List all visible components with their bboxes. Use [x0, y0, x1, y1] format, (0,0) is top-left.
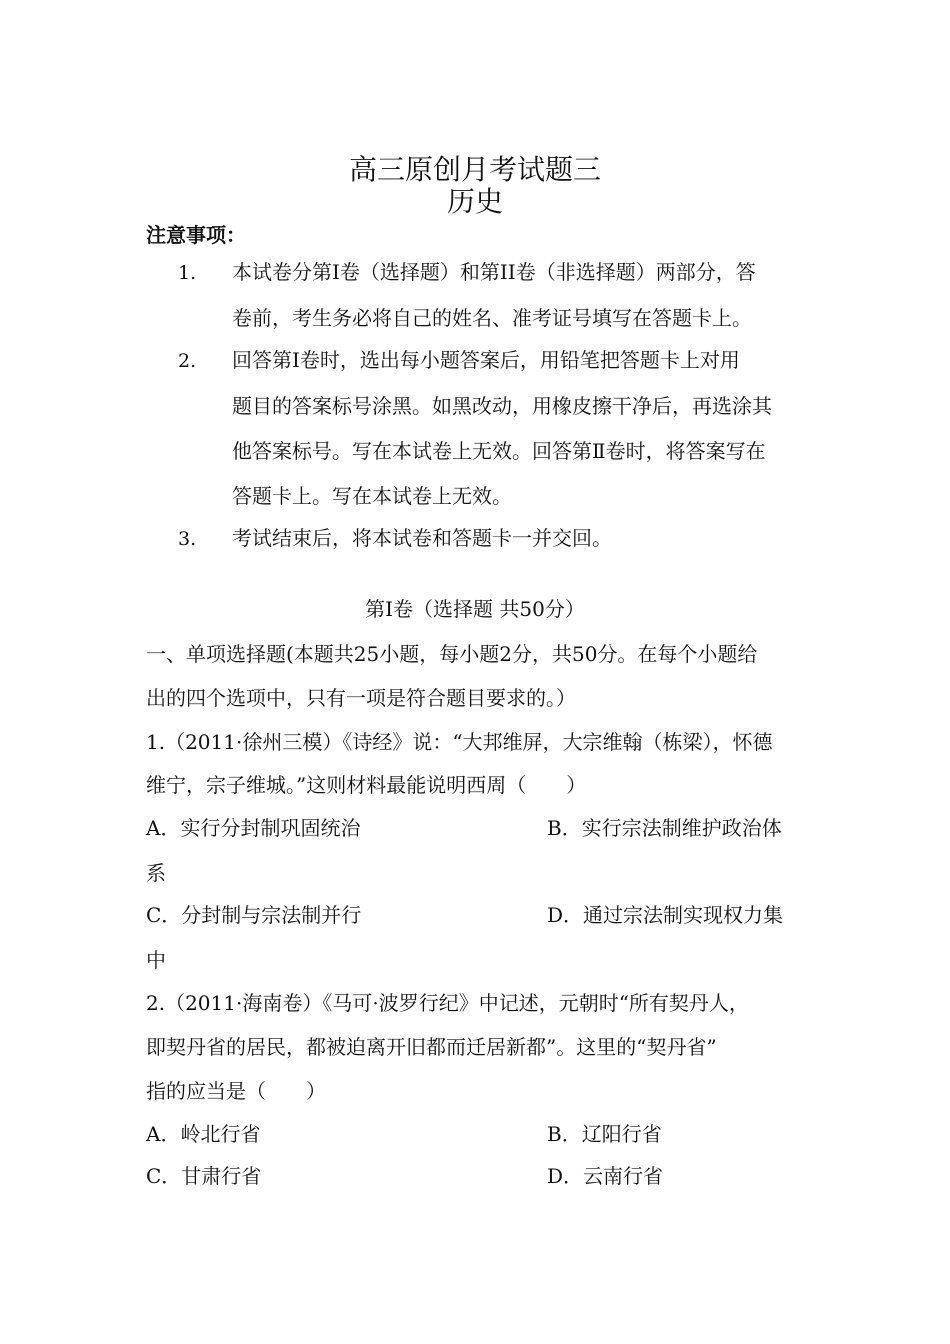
option-a: A．实行分封制巩固统治 [146, 816, 361, 840]
notice-item-line: 本试卷分第Ⅰ卷（选择题）和第II卷（非选择题）两部分，答 [232, 260, 756, 284]
question-stem: 1.（2011·徐州三模）《诗经》说：“大邦维屏，大宗维翰（栋梁），怀德 [146, 730, 773, 754]
option-d-wrap: 中 [146, 948, 166, 972]
question-stem: 指的应当是（ ） [146, 1079, 326, 1103]
notice-item-line: 回答第Ⅰ卷时，选出每小题答案后，用铅笔把答题卡上对用 [232, 348, 740, 372]
option-d: D．云南行省 [547, 1164, 664, 1188]
subject-title: 历史 [446, 185, 503, 218]
notice-item-line: 考试结束后，将本试卷和答题卡一并交回。 [232, 526, 612, 550]
option-c: C．甘肃行省 [146, 1164, 262, 1188]
option-c: C．分封制与宗法制并行 [146, 903, 362, 927]
question-stem: 即契丹省的居民，都被迫离开旧都而迁居新都”。这里的“契丹省” [146, 1035, 717, 1059]
section-instruction: 一、单项选择题(本题共25小题，每小题2分，共50分。在每个小题给 [146, 642, 758, 666]
option-b: B．实行宗法制维护政治体 [547, 816, 782, 840]
notice-item-number: 3. [178, 528, 197, 550]
notice-item-number: 1. [178, 262, 197, 284]
option-d: D．通过宗法制实现权力集 [547, 903, 784, 927]
option-b-wrap: 系 [146, 861, 166, 885]
option-a: A．岭北行省 [146, 1122, 261, 1146]
notice-item-number: 2. [178, 350, 197, 372]
notice-item-line: 题目的答案标号涂黑。如黑改动，用橡皮擦干净后，再选涂其 [232, 394, 772, 418]
notice-item-line: 他答案标号。写在本试卷上无效。回答第Ⅱ卷时，将答案写在 [232, 439, 766, 463]
notice-item-line: 答题卡上。写在本试卷上无效。 [232, 484, 512, 508]
question-stem: 2.（2011·海南卷）《马可·波罗行纪》中记述，元朝时“所有契丹人， [146, 991, 749, 1015]
exam-title: 高三原创月考试题三 [348, 153, 601, 186]
notice-heading: 注意事项： [146, 223, 246, 247]
question-stem: 维宁，宗子维城。”这则材料最能说明西周（ ） [146, 773, 587, 797]
notice-item-line: 卷前，考生务必将自己的姓名、准考证号填写在答题卡上。 [232, 306, 752, 330]
section-instruction: 出的四个选项中，只有一项是符合题目要求的。） [146, 686, 576, 710]
option-b: B．辽阳行省 [547, 1122, 662, 1146]
section-title: 第Ⅰ卷（选择题 共50分） [365, 597, 585, 621]
